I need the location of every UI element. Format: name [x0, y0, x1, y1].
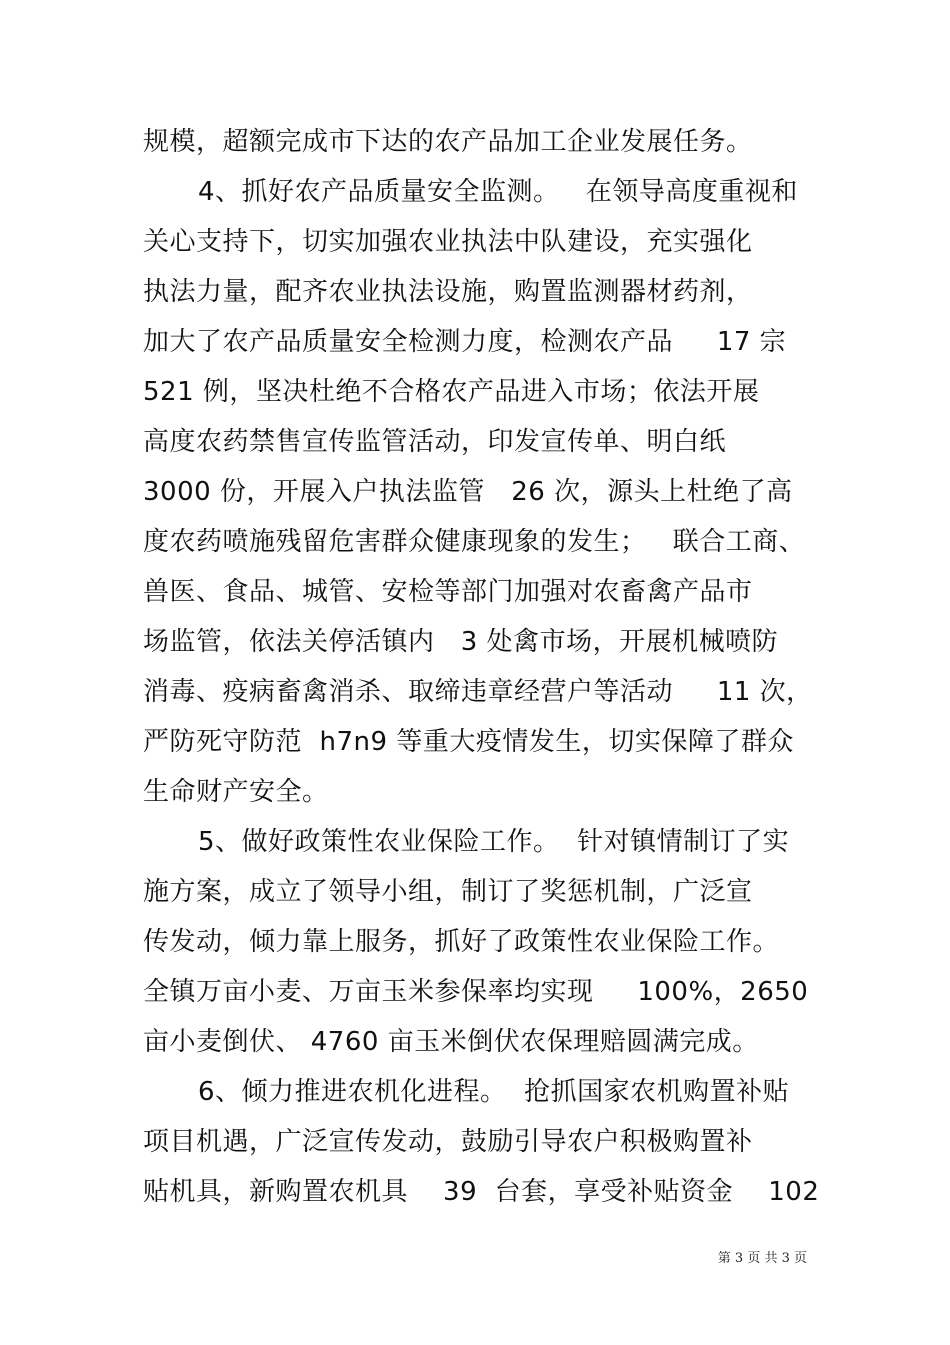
text-line: 传发动，倾力靠上服务，抓好了政策性农业保险工作。	[143, 927, 780, 957]
text-line: 生命财产安全。	[143, 777, 329, 807]
text-line: 严防死守防范 h7n9 等重大疫情发生，切实保障了群众	[143, 727, 794, 757]
text-line: 高度农药禁售宣传监管活动，印发宣传单、明白纸	[143, 427, 727, 457]
text-line: 场监管，依法关停活镇内 3 处禽市场，开展机械喷防	[143, 627, 779, 657]
text-line: 执法力量，配齐农业执法设施，购置监测器材药剂，	[143, 277, 753, 307]
text-line: 项目机遇，广泛宣传发动，鼓励引导农户积极购置补	[143, 1127, 753, 1157]
text-line: 度农药喷施残留危害群众健康现象的发生； 联合工商、	[143, 527, 806, 557]
text-line: 3000 份，开展入户执法监管 26 次，源头上杜绝了高	[143, 477, 793, 507]
text-line: 亩小麦倒伏、 4760 亩玉米倒伏农保理赔圆满完成。	[143, 1027, 759, 1057]
text-line: 全镇万亩小麦、万亩玉米参保率均实现 100%，2650	[143, 977, 809, 1007]
text-line: 加大了农产品质量安全检测力度，检测农产品 17 宗	[143, 327, 787, 357]
text-line: 消毒、疫病畜禽消杀、取缔违章经营户等活动 11 次，	[143, 677, 813, 707]
paragraph-heading-line: 5、做好政策性农业保险工作。 针对镇情制订了实	[198, 827, 790, 857]
text-line: 施方案，成立了领导小组，制订了奖惩机制，广泛宣	[143, 877, 753, 907]
text-line: 规模，超额完成市下达的农产品加工企业发展任务。	[143, 127, 753, 157]
text-line: 兽医、食品、城管、安检等部门加强对农畜禽产品市	[143, 577, 753, 607]
paragraph-heading-line: 6、倾力推进农机化进程。 抢抓国家农机购置补贴	[198, 1077, 790, 1107]
page-number-footer: 第 3 页 共 3 页	[717, 1251, 807, 1266]
text-line: 关心支持下，切实加强农业执法中队建设，充实强化	[143, 227, 753, 257]
text-line: 贴机具，新购置农机具 39 台套，享受补贴资金 102	[143, 1177, 820, 1207]
text-line: 521 例，坚决杜绝不合格农产品进入市场；依法开展	[143, 377, 760, 407]
paragraph-heading-line: 4、抓好农产品质量安全监测。 在领导高度重视和	[198, 177, 798, 207]
